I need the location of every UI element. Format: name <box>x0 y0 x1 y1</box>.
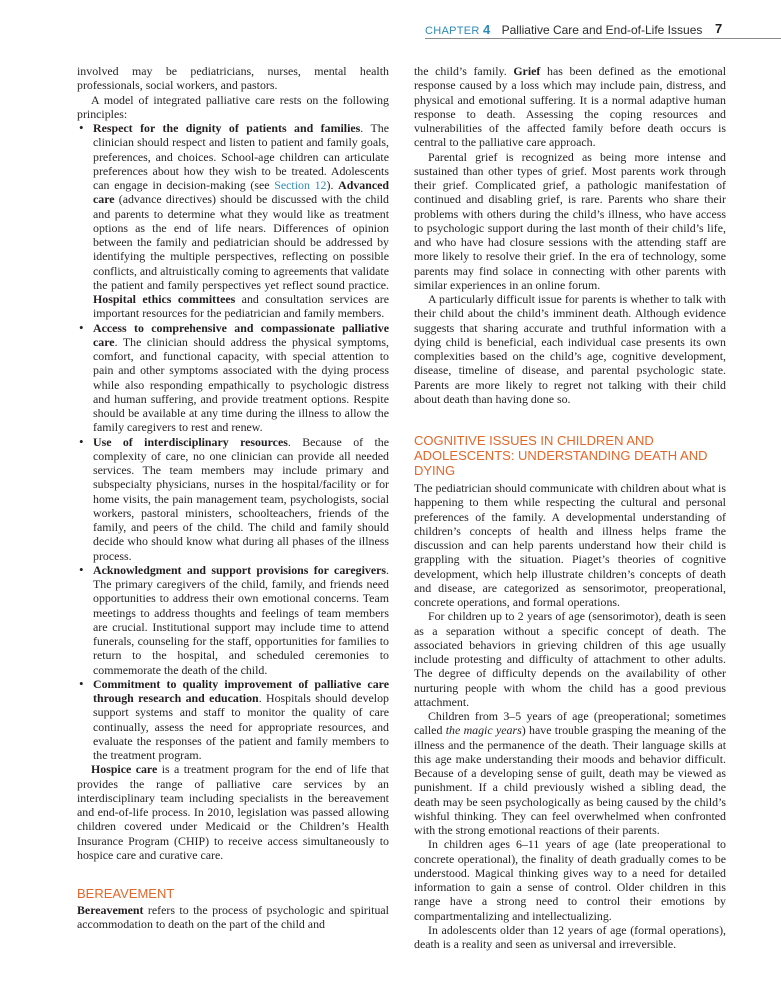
sensorimotor-paragraph: For children up to 2 years of age (sensorimotor), death is seen as a separation without a specific concept of death. The associated behaviors in grieving children of this age usually include protesting and difficulty of attachment to other adults. The degree of difficulty depends on the availability of other nurturing people with whom the child has a good previous attachment. <box>414 609 726 709</box>
bold-term: Acknowledgment and support provisions for caregivers <box>93 562 387 577</box>
chapter-title: Palliative Care and End-of-Life Issues <box>501 23 703 37</box>
intro-paragraph: involved may be pediatricians, nurses, mental health professionals, social workers, and pastors. <box>77 64 389 93</box>
concrete-operational-paragraph: In children ages 6–11 years of age (late preoperational to concrete operational), the finality of death gradually comes to be understood. Magical thinking gives way to a need for detailed information to gain a sense of control. Older children in this range have a strong need to control their emotions by compartmentalizing and intellectualizing. <box>414 837 726 923</box>
pediatrician-paragraph: The pediatrician should communicate with children about what is happening to them while respecting the cultural and personal preferences of the family. A developmental understanding of children’s concepts of health and illness helps frame the discussion and can help parents understand how their child is grappling with the situation. Piaget’s theories of cognitive development, which help illustrate children’s concepts of death and disease, are categorized as sensorimotor, preoperational, concrete operations, and formal operations. <box>414 481 726 609</box>
grief-paragraph <box>414 64 726 150</box>
bold-term: Advanced care <box>93 178 389 207</box>
body-text: has been defined as the emotional response caused by a loss which may include pain, distress, and physical and emotional suffering. It is a normal adaptive human response to death. Assessing the coping resources and vulnerabilities of the affected family before death occurs is central to the palliative care approach. <box>414 64 726 150</box>
principle-quality <box>93 677 389 763</box>
body-text: . Because of the complexity of care, no one clinician can provide all needed services. The team members may include primary and subspecialty physicians, nurses in the hospital/facility or for home visits, the pain management team, psychologists, social workers, pastoral ministers, schoolteachers, friends of the family, and peers of the child. The child and family should decide who should know what during all phases of the illness process. <box>93 434 389 563</box>
parental-grief-paragraph: Parental grief is recognized as being more intense and sustained than other types of grief. Most parents work through their grief. Complicated grief, a pathologic manifestation of continued and disabling grief, is rare. Parents who share their problems with others during the child’s illness, who have access to psychologic support during the last month of their child’s life, and who have had closure sessions with the attending staff are more likely to resolve their grief. In the era of technology, some parents may find solace in connecting with other parents with similar experiences in an online forum. <box>414 149 726 292</box>
principle-dignity <box>93 121 389 321</box>
body-text: . The primary caregivers of the child, family, and friends need opportunities to address their own emotional concerns. Team meetings to address thoughts and feelings of team members are crucial. Institutional support may include time to attend funerals, counseling for the staff, opportunities for families to return to the hospital, and scheduled ceremonies to commemorate the death of the child. <box>93 562 389 677</box>
bold-term: Respect for the dignity of patients and families <box>93 121 361 135</box>
bold-term: Grief <box>513 64 541 78</box>
running-header <box>0 0 781 40</box>
formal-operations-paragraph: In adolescents older than 12 years of age (formal operations), death is a reality and seen as universal and irreversible. <box>414 922 726 951</box>
principles-list <box>77 121 389 762</box>
principle-interdisciplinary <box>93 435 389 563</box>
body-text: the child’s family. <box>414 64 514 78</box>
chapter-word: CHAPTER <box>425 25 480 37</box>
chapter-heading <box>425 22 702 37</box>
bold-term: Access to comprehensive and compassionate palliative care <box>93 320 389 349</box>
bold-term: Bereavement <box>77 903 144 917</box>
bereavement-paragraph <box>77 903 389 932</box>
talk-with-child-paragraph: A particularly difficult issue for parents is whether to talk with their child about the child’s imminent death. Although evidence suggests that sharing accurate and truthful information with a dying child is beneficial, each individual case presents its own complexities based on the child’s age, cognitive development, disease, timeline of disease, and parental psychologic state. Parents are more likely to regret not talking with their child about death than having done so. <box>414 292 726 406</box>
italic-term: the magic years <box>445 723 522 738</box>
preoperational-paragraph <box>414 709 726 837</box>
bold-term: Commitment to quality improvement of palliative care through research and education <box>93 676 389 705</box>
principle-access <box>93 321 389 435</box>
bereavement-heading: BEREAVEMENT <box>77 886 175 901</box>
body-text: ) have trouble grasping the meaning of the illness and the permanence of the death. Their language skills at this age make understanding their moods and behavior difficult. Because of a developing sense of guilt, death may be viewed as punishment. If a child previously wished a sibling dead, the death may be seen psychologically as being caused by the child’s wishful thinking. They can feel overwhelmed when confronted with the strong emotional reactions of their parents. <box>414 723 726 837</box>
chapter-number: 4 <box>483 22 491 37</box>
page-number: 7 <box>715 21 723 36</box>
body-text: is a treatment program for the end of life that provides the range of palliative care services by an interdisciplinary team including specialists in the bereavement and end-of-life process. In 2010, legislation was passed allowing children covered under Medicaid or the Children’s Health Insurance Program (CHIP) to receive access simultaneously to hospice care and curative care. <box>77 762 389 862</box>
principle-caregivers <box>93 563 389 677</box>
body-text: . The clinician should address the physical symptoms, comfort, and functional capacity, with special attention to pain and other symptoms associated with the dying process while also responding empathically to psychologic distress and human suffering, and provide treatment options. Respite should be available at any time during the illness to allow the family caregivers to rest and renew. <box>93 334 389 435</box>
bold-term: Hospital ethics committees <box>93 292 236 306</box>
body-text: Children from 3–5 years of age (preoperational; sometimes called <box>414 709 726 738</box>
bold-term: Hospice care <box>91 762 158 777</box>
body-text: . Hospitals should develop support systems and staff to monitor the quality of care continually, assess the need for appropriate resources, and evaluate the responses of the patient and family members to the treatment program. <box>93 691 389 762</box>
model-paragraph: A model of integrated palliative care rests on the following principles: <box>77 92 389 121</box>
bold-term: Use of interdisciplinary resources <box>93 434 288 449</box>
body-text: . The clinician should respect and listen to patient and family goals, preferences, and choices. School-age children can articulate preferences about how they wish to be treated. Adolescents can engage in decision-making (see <box>93 121 389 192</box>
hospice-paragraph <box>77 762 389 862</box>
section-link[interactable]: Section 12 <box>274 178 327 192</box>
body-text: (advance directives) should be discussed with the child and parents to determine what they would like as treatment options as the end of life nears. Differences of opinion between the family and pediatrician should be addressed by identifying the multiple perspectives, reflecting on possible conflicts, and altruistically coming to agreements that validate the patient and family perspectives yet reflect sound practice. <box>93 192 389 292</box>
cognitive-issues-heading: COGNITIVE ISSUES IN CHILDREN AND ADOLESCENTS: UNDERSTANDING DEATH AND DYING <box>414 433 708 478</box>
body-text: and consultation services are important resources for the pediatrician and family members. <box>93 292 389 321</box>
body-text: ). <box>326 178 339 192</box>
header-rule <box>425 38 781 39</box>
body-text: refers to the process of psychologic and spiritual accommodation to death on the part of the child and <box>77 903 389 932</box>
right-column <box>414 64 726 951</box>
left-column <box>77 64 389 932</box>
